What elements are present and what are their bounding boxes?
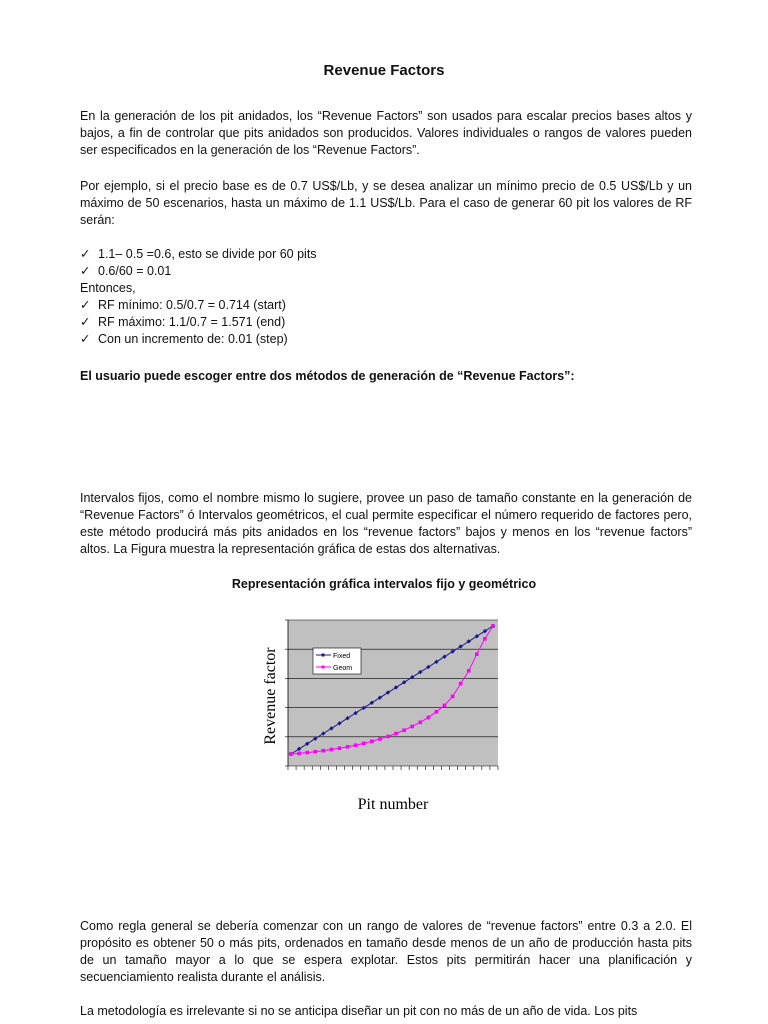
data-point-geom [338, 746, 342, 750]
data-point-geom [362, 742, 366, 746]
data-point-geom [346, 745, 350, 749]
data-point-geom [419, 721, 423, 725]
data-point-geom [483, 637, 487, 641]
data-point-geom [435, 710, 439, 714]
last-paragraph: La metodología es irrelevante si no se anticipa diseñar un pit con no más de un año de vida. Los pits [80, 1004, 638, 1018]
list-item: ✓ RF mínimo: 0.5/0.7 = 0.714 (start) [80, 298, 286, 312]
check-icon: ✓ [80, 247, 91, 261]
list-item: ✓ 0.6/60 = 0.01 [80, 264, 172, 278]
check-icon: ✓ [80, 315, 91, 329]
data-point-geom [322, 749, 326, 753]
data-point-geom [467, 669, 471, 673]
data-point-geom [459, 682, 463, 686]
intro-paragraph: En la generación de los pit anidados, los “Revenue Factors” son usados para escalar precios bases altos y bajos, a fin de controlar que pits anidados son producidos. Valores individuales o rangos de valores pueden ser especificados en la generación de los “Revenue Factors”. [80, 109, 692, 157]
data-point-geom [330, 748, 334, 752]
data-point-geom [386, 735, 390, 739]
check-icon: ✓ [80, 332, 91, 346]
chart-title: Representación gráfica intervalos fijo y geométrico [231, 577, 537, 591]
data-point-geom [491, 624, 495, 628]
list-item: ✓ 1.1– 0.5 =0.6, esto se divide por 60 pits [80, 247, 317, 261]
data-point-geom [410, 725, 414, 729]
y-axis-label: Revenue factor [262, 647, 279, 745]
data-point-geom [354, 743, 358, 747]
data-point-geom [402, 728, 406, 732]
x-ticks [288, 766, 498, 770]
methods-intro: El usuario puede escoger entre dos métodos de generación de “Revenue Factors”: [80, 369, 575, 383]
data-point-geom [370, 740, 374, 744]
data-point-geom [289, 752, 293, 756]
data-point-geom [475, 652, 479, 656]
page-title: Revenue Factors [323, 62, 445, 79]
check-icon: ✓ [80, 298, 91, 312]
example-paragraph: Por ejemplo, si el precio base es de 0.7 US$/Lb, y se desea analizar un mínimo precio de 0.5 US$/Lb y un máximo de 50 escenarios, hasta un máximo de 1.1 US$/Lb. Para el caso de generar 60 pit los valores de RF serán: [80, 179, 692, 227]
legend-geom-label: Geom [333, 665, 353, 672]
data-point-geom [378, 737, 382, 741]
intervals-paragraph: Intervalos fijos, como el nombre mismo lo sugiere, provee un paso de tamaño constante en la generación de “Revenue Factors” ó Intervalos geométricos, el cual permite especificar el número requerido de factores pero, este método producirá más pits anidados en los “revenue factors” bajos y menos en los “revenue factors” altos. La Figura muestra la representación gráfica de estas dos alternativas. [80, 491, 692, 556]
conclusion-paragraph: Como regla general se debería comenzar con un rango de valores de “revenue factors” entre 0.3 a 2.0. El propósito es obtener 50 o más pits, ordenados en tamaño desde menos de un año de producción hasta pits de un tamaño mayor a lo que se espera explotar. Estos pits permitirán hacer una planificación y secuenciamiento realista durante el análisis. [80, 919, 692, 984]
data-point-geom [443, 704, 447, 708]
check-icon: ✓ [80, 264, 91, 278]
legend [313, 648, 361, 674]
data-point-geom [297, 752, 301, 756]
data-point-geom [313, 750, 317, 754]
revenue-factor-chart [255, 618, 510, 818]
data-point-geom [394, 732, 398, 736]
list-item: ✓ RF máximo: 1.1/0.7 = 1.571 (end) [80, 315, 286, 329]
plot-area [288, 620, 498, 766]
data-point-geom [451, 695, 455, 699]
legend-fixed-marker [322, 654, 325, 657]
checklist-a [80, 246, 692, 348]
data-point-geom [427, 716, 431, 720]
entonces-line: Entonces, [80, 281, 136, 295]
list-item: ✓ Con un incremento de: 0.01 (step) [80, 332, 288, 346]
legend-geom-marker [322, 666, 325, 669]
data-point-geom [305, 751, 309, 755]
x-axis-label: Pit number [357, 796, 429, 813]
legend-fixed-label: Fixed [333, 653, 351, 660]
